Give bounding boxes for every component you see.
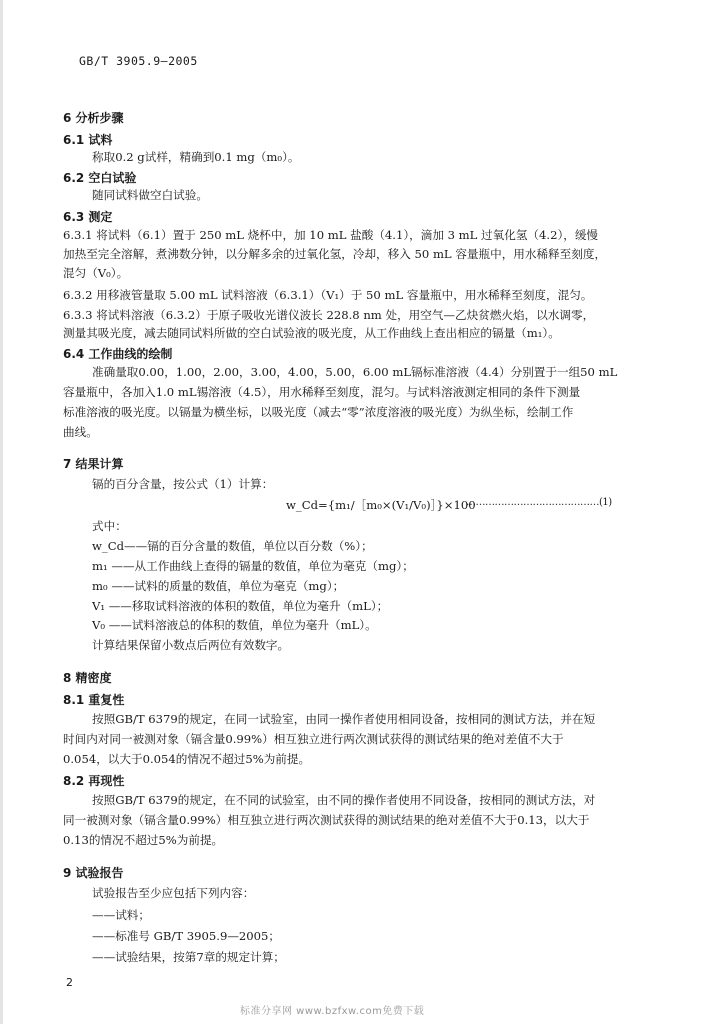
section-8-1-line-3: 0.054，以大于0.054的情况不超过5%为前提。 <box>63 752 311 766</box>
section-6-3-2-line-1: 6.3.2 用移液管量取 5.00 mL 试料溶液（6.3.1）（V₁）于 50 mL 容量瓶中，用水稀释至刻度，混匀。 <box>63 288 593 302</box>
section-9-intro: 试验报告至少应包括下列内容： <box>92 886 255 900</box>
variable-w-cd: w_Cd——镉的百分含量的数值，单位以百分数（%）； <box>92 539 373 553</box>
section-6-title: 6 分析步骤 <box>63 111 124 125</box>
section-7-intro: 镉的百分含量，按公式（1）计算： <box>92 477 274 491</box>
section-9-title: 9 试验报告 <box>63 866 124 880</box>
section-6-4-line-2: 容量瓶中，各加入1.0 mL锡溶液（4.5），用水稀释至刻度，混匀。与试料溶液测定相同的条件下测量 <box>63 385 581 399</box>
section-8-2-line-1: 按照GB/T 6379的规定，在不同的试验室，由不同的操作者使用不同设备，按相同的测试方法，对 <box>92 793 596 807</box>
section-6-4-line-4: 曲线。 <box>63 425 98 439</box>
variable-m1: m₁ ——从工作曲线上查得的镉量的数值，单位为毫克（mg）； <box>92 559 414 573</box>
report-item-result: ——试验结果，按第7章的规定计算； <box>92 950 285 964</box>
section-8-1-title: 8.1 重复性 <box>63 693 125 707</box>
section-6-3-title: 6.3 测定 <box>63 210 113 224</box>
section-6-3-3-line-2: 测量其吸光度，减去随同试料所做的空白试验液的吸光度，从工作曲线上查出相应的镉量（m₁）。 <box>63 326 560 340</box>
section-6-3-1-line-2: 加热至完全溶解，煮沸数分钟，以分解多余的过氧化氢，冷却，移入 50 mL 容量瓶中，用水稀释至刻度， <box>63 247 607 261</box>
section-6-1-title: 6.1 试料 <box>63 133 113 147</box>
section-6-2-title: 6.2 空白试验 <box>63 171 137 185</box>
formula-where: 式中： <box>92 519 127 533</box>
section-6-4-line-3: 标准溶液的吸光度。以镉量为横坐标，以吸光度（减去“零”浓度溶液的吸光度）为纵坐标，绘制工作 <box>63 405 574 419</box>
section-7-title: 7 结果计算 <box>63 457 124 471</box>
formula-number: ……………………………………(1) <box>466 497 612 508</box>
watermark: 标准分享网 www.bzfxw.com免费下载 <box>240 1006 425 1017</box>
section-8-1-line-2: 时间内对同一被测对象（镉含量0.99%）相互独立进行两次测试获得的测试结果的绝对差值不大于 <box>63 732 564 746</box>
section-6-4-title: 6.4 工作曲线的绘制 <box>63 347 173 361</box>
section-8-2-line-3: 0.13的情况不超过5%为前提。 <box>63 833 224 847</box>
report-item-sample: ——试料； <box>92 908 150 922</box>
section-6-2-text: 随同试料做空白试验。 <box>92 188 208 202</box>
variable-m0: m₀ ——试料的质量的数值，单位为毫克（mg）； <box>92 579 345 593</box>
formula-1: w_Cd={m₁/［m₀×(V₁/V₀)］}×100 <box>286 498 476 512</box>
document-header: GB/T 3905.9—2005 <box>79 54 198 68</box>
variable-v1: V₁ ——移取试料溶液的体积的数值，单位为毫升（mL）； <box>92 599 389 613</box>
section-6-4-line-1: 准确量取0.00，1.00，2.00，3.00，4.00，5.00，6.00 mL镉标准溶液（4.4）分别置于一组50 mL <box>92 365 618 379</box>
scan-edge <box>0 0 3 1024</box>
section-8-title: 8 精密度 <box>63 671 112 685</box>
section-8-2-title: 8.2 再现性 <box>63 774 125 788</box>
page-number: 2 <box>66 976 73 989</box>
section-8-1-line-1: 按照GB/T 6379的规定，在同一试验室，由同一操作者使用相同设备，按相同的测试方法，并在短 <box>92 712 596 726</box>
rounding-note: 计算结果保留小数点后两位有效数字。 <box>92 638 290 652</box>
section-6-3-1-line-1: 6.3.1 将试料（6.1）置于 250 mL 烧杯中，加 10 mL 盐酸（4.1），滴加 3 mL 过氧化氢（4.2），缓慢 <box>63 228 599 242</box>
report-item-standard: ——标准号 GB/T 3905.9—2005； <box>92 929 281 943</box>
section-6-3-1-line-3: 混匀（V₀）。 <box>63 266 129 280</box>
section-6-1-text: 称取0.2 g试样，精确到0.1 mg（m₀）。 <box>92 150 300 164</box>
section-8-2-line-2: 同一被测对象（镉含量0.99%）相互独立进行两次测试获得的测试结果的绝对差值不大于0.13，以大于 <box>63 813 590 827</box>
section-6-3-3-line-1: 6.3.3 将试料溶液（6.3.2）于原子吸收光谱仪波长 228.8 nm 处，用空气—乙炔贫燃火焰，以水调零， <box>63 308 595 322</box>
variable-v0: V₀ ——试料溶液总的体积的数值，单位为毫升（mL）。 <box>92 618 377 632</box>
